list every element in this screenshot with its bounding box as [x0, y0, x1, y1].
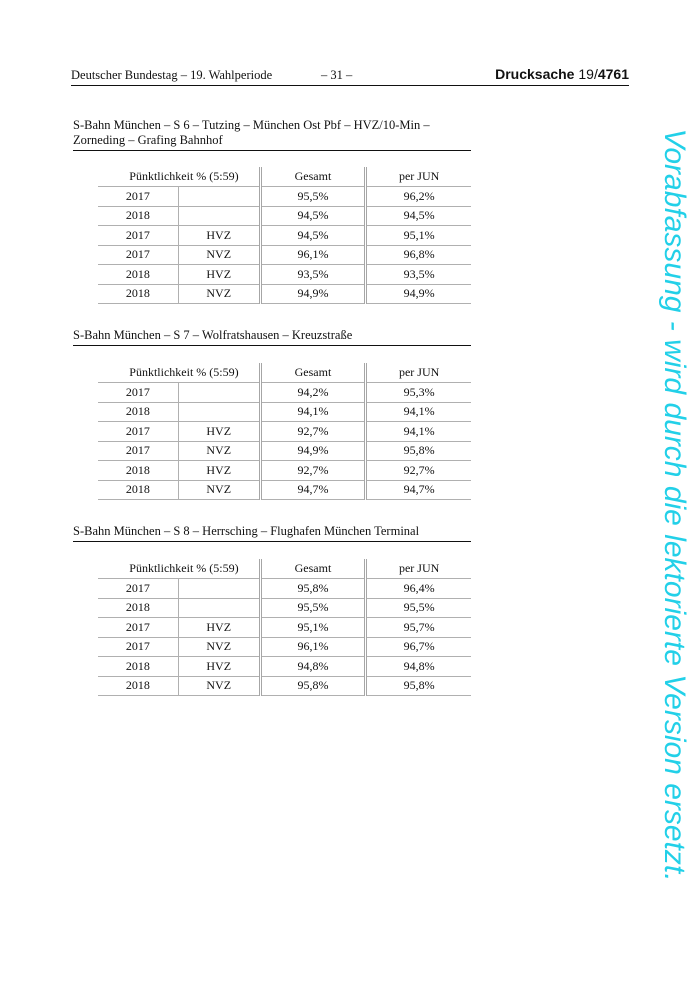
table-row: [98, 265, 471, 285]
total-cell: 96,1%: [260, 637, 366, 657]
year-cell: 2018: [98, 657, 178, 677]
table-row: [98, 461, 471, 481]
period-cell: HVZ: [178, 422, 260, 442]
year-cell: 2017: [98, 226, 178, 246]
section-title-line: Zorneding – Grafing Bahnhof: [73, 133, 223, 147]
table-row: [98, 187, 471, 207]
section-title-line: S-Bahn München – S 6 – Tutzing – München Ost Pbf – HVZ/10-Min –: [73, 118, 430, 132]
col-header-june: per JUN: [366, 559, 471, 579]
june-cell: 92,7%: [366, 461, 471, 481]
document-id: 4761: [597, 66, 629, 82]
section-title-s8: [73, 524, 471, 542]
total-cell: 95,8%: [260, 579, 366, 599]
period-cell: [178, 598, 260, 618]
period-cell: [178, 383, 260, 403]
june-cell: 95,8%: [366, 441, 471, 461]
year-cell: 2017: [98, 383, 178, 403]
year-cell: 2017: [98, 441, 178, 461]
period-cell: NVZ: [178, 441, 260, 461]
table-row: [98, 676, 471, 696]
total-cell: 94,8%: [260, 657, 366, 677]
total-cell: 94,5%: [260, 206, 366, 226]
june-cell: 95,1%: [366, 226, 471, 246]
june-cell: 96,2%: [366, 187, 471, 207]
period-cell: HVZ: [178, 265, 260, 285]
june-cell: 94,8%: [366, 657, 471, 677]
june-cell: 96,8%: [366, 245, 471, 265]
section-title-line: S-Bahn München – S 8 – Herrsching – Flughafen München Terminal: [73, 524, 420, 538]
total-cell: 96,1%: [260, 245, 366, 265]
total-cell: 94,7%: [260, 480, 366, 500]
page-header: [71, 68, 629, 86]
total-cell: 94,5%: [260, 226, 366, 246]
table-row: [98, 206, 471, 226]
june-cell: 94,5%: [366, 206, 471, 226]
col-header-total: Gesamt: [260, 363, 366, 383]
year-cell: 2018: [98, 598, 178, 618]
year-cell: 2017: [98, 245, 178, 265]
col-header-total: Gesamt: [260, 559, 366, 579]
page-number: – 31 –: [321, 68, 353, 82]
total-cell: 95,8%: [260, 676, 366, 696]
col-header-june: per JUN: [366, 167, 471, 187]
year-cell: 2018: [98, 461, 178, 481]
section-title-line: S-Bahn München – S 7 – Wolfratshausen – Kreuzstraße: [73, 328, 353, 342]
table-header-row: [98, 167, 471, 187]
document-number: [495, 66, 629, 82]
year-cell: 2018: [98, 265, 178, 285]
june-cell: 96,7%: [366, 637, 471, 657]
june-cell: 94,9%: [366, 284, 471, 304]
june-cell: 94,1%: [366, 402, 471, 422]
year-cell: 2017: [98, 579, 178, 599]
total-cell: 95,1%: [260, 618, 366, 638]
period-cell: NVZ: [178, 284, 260, 304]
total-cell: 95,5%: [260, 598, 366, 618]
col-header-punctuality: Pünktlichkeit % (5:59): [98, 559, 260, 579]
col-header-punctuality: Pünktlichkeit % (5:59): [98, 363, 260, 383]
col-header-punctuality: Pünktlichkeit % (5:59): [98, 167, 260, 187]
total-cell: 93,5%: [260, 265, 366, 285]
col-header-june: per JUN: [366, 363, 471, 383]
year-cell: 2018: [98, 206, 178, 226]
year-cell: 2017: [98, 618, 178, 638]
table-row: [98, 618, 471, 638]
period-cell: NVZ: [178, 637, 260, 657]
period-cell: NVZ: [178, 480, 260, 500]
period-cell: NVZ: [178, 245, 260, 265]
period-cell: [178, 206, 260, 226]
period-cell: HVZ: [178, 618, 260, 638]
year-cell: 2017: [98, 637, 178, 657]
period-cell: [178, 187, 260, 207]
table-row: [98, 383, 471, 403]
june-cell: 96,4%: [366, 579, 471, 599]
table-row: [98, 245, 471, 265]
total-cell: 94,9%: [260, 284, 366, 304]
period-cell: HVZ: [178, 657, 260, 677]
period-cell: [178, 402, 260, 422]
document-prefix: 19/: [574, 66, 598, 82]
col-header-total: Gesamt: [260, 167, 366, 187]
year-cell: 2018: [98, 284, 178, 304]
table-row: [98, 441, 471, 461]
table-header-row: [98, 559, 471, 579]
june-cell: 94,1%: [366, 422, 471, 442]
table-row: [98, 284, 471, 304]
june-cell: 95,3%: [366, 383, 471, 403]
header-rule: [71, 85, 629, 86]
total-cell: 95,5%: [260, 187, 366, 207]
document-label: Drucksache: [495, 66, 575, 82]
total-cell: 92,7%: [260, 422, 366, 442]
draft-watermark: Vorabfassung - wird durch die lektorierte Version ersetzt.: [658, 128, 691, 882]
period-cell: NVZ: [178, 676, 260, 696]
punctuality-table-s6: [98, 167, 471, 304]
table-row: [98, 598, 471, 618]
june-cell: 95,5%: [366, 598, 471, 618]
year-cell: 2018: [98, 480, 178, 500]
punctuality-table-s7: [98, 363, 471, 500]
table-row: [98, 402, 471, 422]
period-cell: [178, 579, 260, 599]
table-row: [98, 226, 471, 246]
june-cell: 94,7%: [366, 480, 471, 500]
period-cell: HVZ: [178, 461, 260, 481]
total-cell: 94,2%: [260, 383, 366, 403]
total-cell: 92,7%: [260, 461, 366, 481]
table-row: [98, 480, 471, 500]
table-row: [98, 422, 471, 442]
june-cell: 95,8%: [366, 676, 471, 696]
period-cell: HVZ: [178, 226, 260, 246]
table-row: [98, 637, 471, 657]
table-header-row: [98, 363, 471, 383]
year-cell: 2018: [98, 676, 178, 696]
total-cell: 94,9%: [260, 441, 366, 461]
year-cell: 2017: [98, 422, 178, 442]
punctuality-table-s8: [98, 559, 471, 696]
total-cell: 94,1%: [260, 402, 366, 422]
year-cell: 2017: [98, 187, 178, 207]
table-row: [98, 579, 471, 599]
june-cell: 95,7%: [366, 618, 471, 638]
section-title-s7: [73, 328, 471, 346]
header-parliament: Deutscher Bundestag – 19. Wahlperiode: [71, 68, 273, 82]
section-title-s6: [73, 118, 471, 151]
june-cell: 93,5%: [366, 265, 471, 285]
year-cell: 2018: [98, 402, 178, 422]
table-row: [98, 657, 471, 677]
